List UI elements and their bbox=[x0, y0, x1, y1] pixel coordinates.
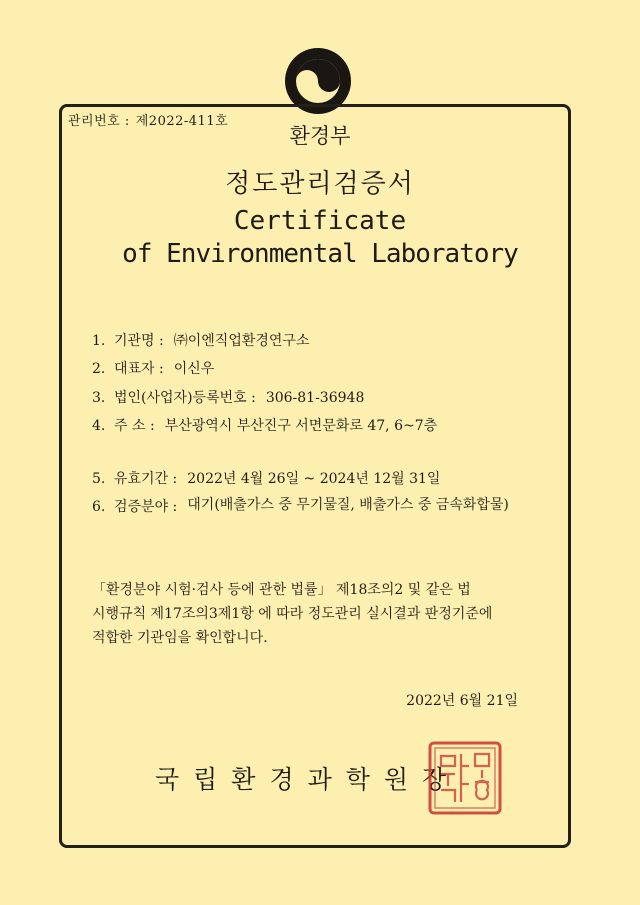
field-label: 법인(사업자)등록번호 : bbox=[114, 390, 256, 406]
field-representative bbox=[92, 358, 214, 378]
field-address bbox=[92, 415, 437, 435]
management-number-label: 관리번호 : bbox=[68, 114, 130, 129]
field-number: 5. bbox=[92, 471, 106, 487]
field-label: 대표자 : bbox=[114, 361, 164, 377]
issue-date: 2022년 6월 21일 bbox=[406, 693, 518, 709]
field-value: 대기(배출가스 중 무기물질, 배출가스 중 금속화합물) bbox=[187, 497, 509, 513]
field-organization bbox=[92, 330, 309, 350]
field-value: ㈜이엔직업환경연구소 bbox=[173, 333, 310, 349]
field-number: 2. bbox=[92, 361, 106, 377]
statement-line: 「환경분야 시험·검사 등에 관한 법률」 제18조의2 및 같은 법 bbox=[92, 582, 471, 598]
field-validity-period bbox=[92, 468, 440, 488]
certification-statement bbox=[92, 578, 532, 650]
field-value: 2022년 4월 26일 ~ 2024년 12월 31일 bbox=[187, 471, 441, 487]
field-label: 검증분야 : bbox=[114, 499, 178, 515]
management-number-value: 제2022-411호 bbox=[135, 114, 229, 129]
ministry-name: 환경부 bbox=[289, 124, 351, 148]
title-english-line2: of Environmental Laboratory bbox=[122, 239, 518, 269]
field-value: 이신우 bbox=[173, 361, 215, 377]
statement-line: 시행규칙 제17조의3제1항 에 따라 정도관리 실시결과 판정기준에 bbox=[92, 606, 493, 622]
issuer-name: 국립환경과학원장 bbox=[155, 765, 461, 794]
official-seal-stamp bbox=[427, 740, 503, 816]
field-value: 부산광역시 부산진구 서면문화로 47, 6~7층 bbox=[164, 418, 438, 434]
field-verification-scope bbox=[92, 496, 527, 516]
field-number: 1. bbox=[92, 333, 106, 349]
field-value: 306-81-36948 bbox=[265, 390, 365, 406]
field-label: 기관명 : bbox=[114, 333, 164, 349]
statement-line: 적합한 기관임을 확인합니다. bbox=[92, 630, 268, 646]
title-korean: 정도관리검증서 bbox=[225, 169, 415, 199]
field-label: 유효기간 : bbox=[114, 471, 178, 487]
title-english-line1: Certificate bbox=[233, 206, 407, 236]
field-number: 4. bbox=[92, 418, 106, 434]
field-number: 3. bbox=[92, 390, 106, 406]
field-number: 6. bbox=[92, 499, 106, 515]
field-label: 주 소 : bbox=[114, 418, 155, 434]
field-registration-number bbox=[92, 387, 364, 407]
